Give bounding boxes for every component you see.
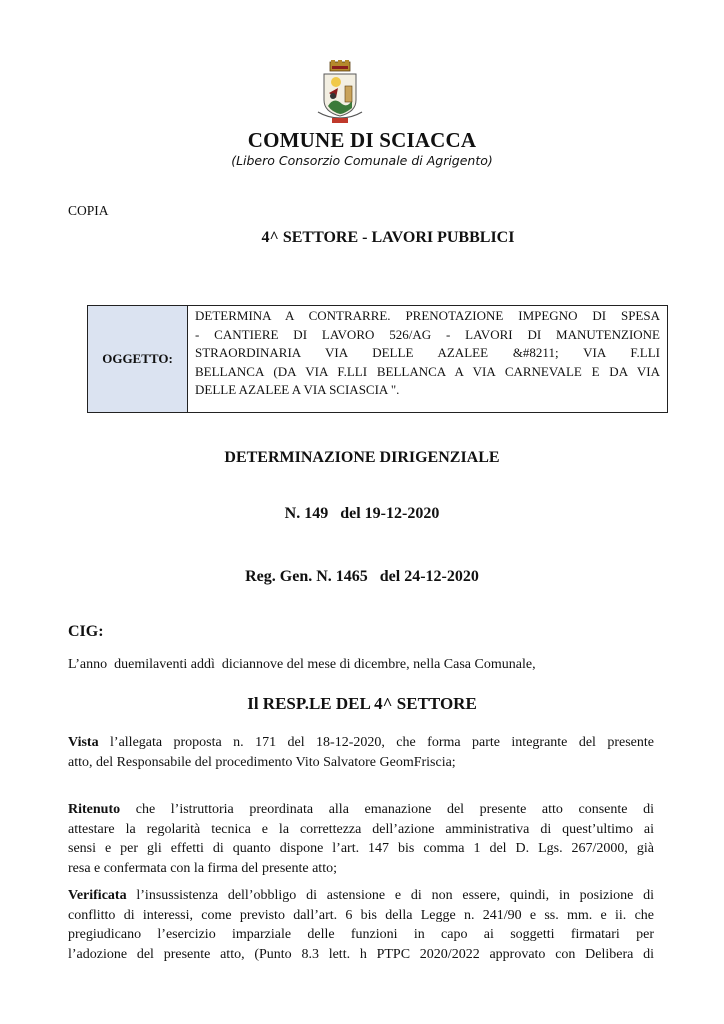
paragraph-text: l’insussistenza dell’obbligo di astensione e di non essere, quindi, in posizione di [126,888,654,903]
sector-title: 4^ SETTORE - LAVORI PUBBLICI [261,229,515,246]
paragraph-text: attestare la regolarità tecnica e la correttezza dell’azione amministrativa di quest’ultimo ai [68,821,654,837]
paragraph-text: resa e confermata con la firma del presente atto; [68,860,337,876]
paragraph-lead: Ritenuto [68,802,121,817]
subject-box [87,305,668,413]
subject-line: DETERMINA A CONTRARRE. PRENOTAZIONE IMPEGNO DI SPESA [195,308,660,323]
paragraph-lead: Verificata [68,888,127,903]
subject-label: OGGETTO: [88,306,188,412]
paragraph-verificata [68,886,654,964]
subject-text [188,306,667,412]
subject-line: - CANTIERE DI LAVORO 526/AG - LAVORI DI MANUTENZIONE [195,326,660,342]
paragraph-text: sensi e per gli effetti di quanto dispone l’art. 147 bis comma 1 del D. Lgs. 267/2000, già [68,841,654,856]
subject-line: DELLE AZALEE A VIA SCIASCIA ". [195,382,400,397]
paragraph-text: l’allegata proposta n. 171 del 18-12-2020, che forma parte integrante del presente [98,735,654,750]
paragraph-vista [68,733,654,772]
subject-line: STRAORDINARIA VIA DELLE AZALEE &#8211; VIA F.LLI [195,345,660,360]
paragraph-text: che l’istruttoria preordinata alla emanazione del presente atto consente di [120,802,654,817]
paragraph-ritenuto [68,800,654,878]
copy-label: COPIA [68,203,109,218]
paragraph-text: pregiudicano l’esercizio imparziale delle funzioni in capo ai soggetti firmatari per [68,927,654,942]
paragraph-text: l’adozione del presente atto, (Punto 8.3 lett. h PTPC 2020/2022 approvato con Delibera di [68,946,654,962]
paragraph-lead: Vista [68,735,99,750]
coat-of-arms-icon [314,60,366,126]
determination-number: N. 149 del 19-12-2020 [284,505,440,522]
paragraph-text: atto, del Responsabile del procedimento Vito Salvatore GeomFriscia; [68,754,456,770]
paragraph-text: conflitto di interessi, come previsto dall’art. 6 bis della Legge n. 241/90 e ss. mm. e ii. che [68,907,654,923]
municipality-subtitle: (Libero Consorzio Comunale di Agrigento) [231,153,493,168]
cig-label: CIG: [68,623,104,640]
municipality-title: COMUNE DI SCIACCA [247,128,477,152]
date-statement: L’anno duemilaventi addì diciannove del mese di dicembre, nella Casa Comunale, [68,657,536,672]
official-heading: Il RESP.LE DEL 4^ SETTORE [247,694,477,713]
general-register-number: Reg. Gen. N. 1465 del 24-12-2020 [245,568,479,585]
subject-line: BELLANCA (DA VIA F.LLI BELLANCA A VIA CARNEVALE E DA VIA [195,363,660,379]
determination-heading: DETERMINAZIONE DIRIGENZIALE [224,449,500,466]
